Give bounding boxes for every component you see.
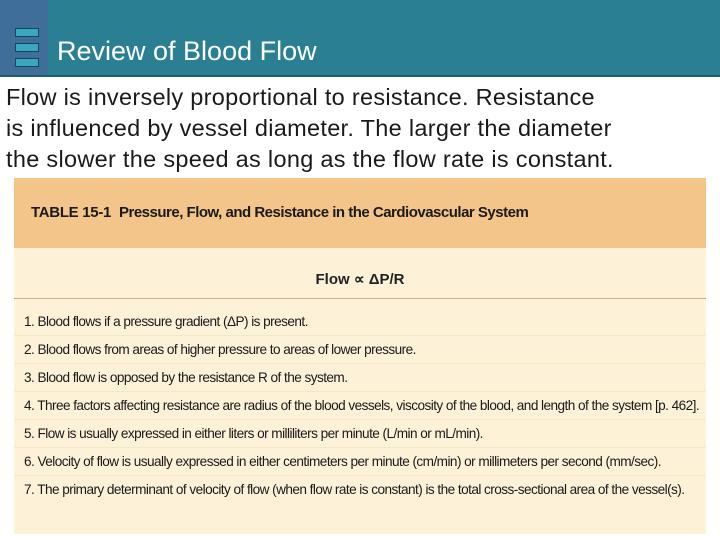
table-formula: Flow ∝ ΔP/R <box>315 271 405 288</box>
table-row: 3. Blood flow is opposed by the resistance R of the system. <box>24 370 348 385</box>
slide-body <box>6 82 718 175</box>
table-row: 2. Blood flows from areas of higher pressure to areas of lower pressure. <box>24 342 416 357</box>
table-row: 7. The primary determinant of velocity of flow (when flow rate is constant) is the total cross-sectional area of the vessel(s). <box>24 482 685 497</box>
table-figure <box>14 178 706 534</box>
title-side-strip <box>0 0 48 75</box>
body-line: the slower the speed as long as the flow rate is constant. <box>6 146 614 172</box>
title-divider <box>0 75 720 77</box>
table-row: 6. Velocity of flow is usually expressed in either centimeters per minute (cm/min) or millimeters per second (mm/sec). <box>24 454 661 469</box>
table-caption: Pressure, Flow, and Resistance in the Cardiovascular System <box>119 204 529 221</box>
body-line: is influenced by vessel diameter. The larger the diameter <box>6 115 612 141</box>
row-divider <box>14 391 706 392</box>
row-divider <box>14 363 706 364</box>
slide-title: Review of Blood Flow <box>57 36 317 66</box>
row-divider <box>14 335 706 336</box>
table-row: 4. Three factors affecting resistance are radius of the blood vessels, viscosity of the blood, and length of the system [p. 462]. <box>24 398 700 413</box>
table-number: TABLE 15-1 <box>31 204 112 221</box>
body-line: Flow is inversely proportional to resistance. Resistance <box>6 84 595 110</box>
row-divider <box>14 419 706 420</box>
table-header <box>14 178 706 248</box>
formula-divider <box>14 298 706 299</box>
stacked-bars-icon <box>15 28 39 64</box>
row-divider <box>14 475 706 476</box>
table-row: 5. Flow is usually expressed in either liters or milliliters per minute (L/min or mL/min). <box>24 426 483 441</box>
row-divider <box>14 447 706 448</box>
table-row: 1. Blood flows if a pressure gradient (ΔP) is present. <box>24 314 308 329</box>
